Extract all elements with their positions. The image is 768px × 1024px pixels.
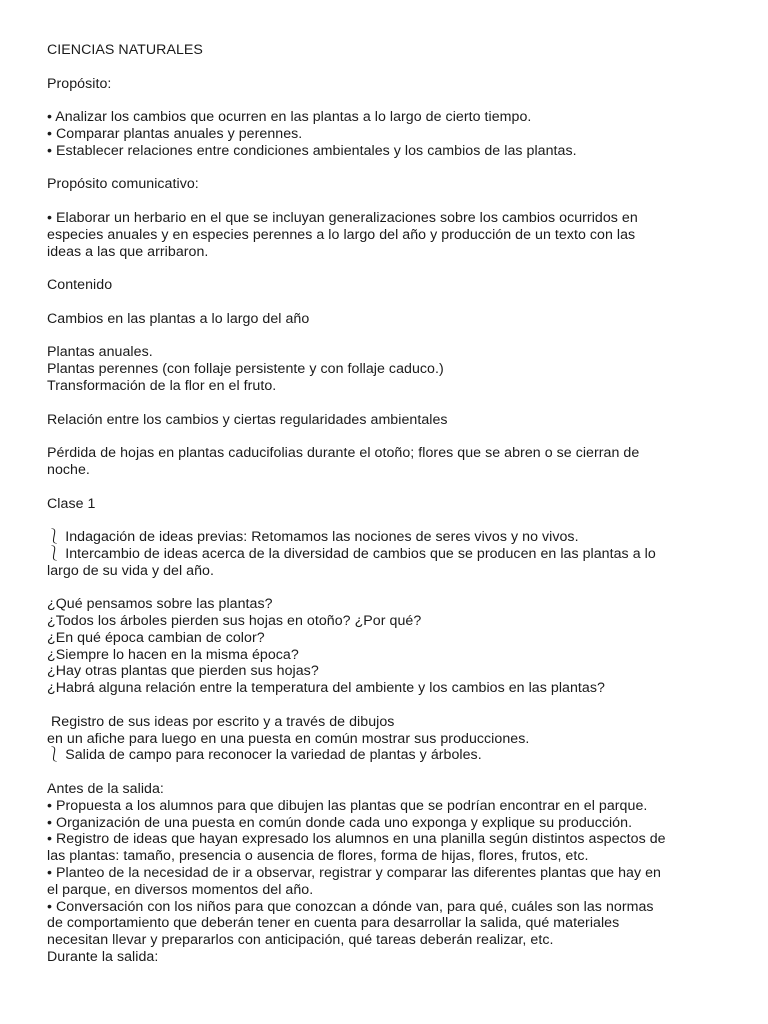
antes-line: Durante la salida:: [47, 949, 159, 966]
plantas-line: Transformación de la flor en el fruto.: [47, 377, 277, 394]
clase-heading: Clase 1: [47, 495, 96, 512]
document-page: [47, 42, 727, 966]
plantas-line: Plantas perennes (con follaje persistente y con follaje caduco.): [47, 361, 444, 378]
antes-line: las plantas: tamaño, presencia o ausencia de flores, forma de hijas, flores, frutos, etc.: [47, 848, 589, 865]
antes-line: • Registro de ideas que hayan expresado los alumnos en una planilla según distintos aspectos de: [47, 831, 666, 848]
pregunta-line: ¿Todos los árboles pierden sus hojas en otoño? ¿Por qué?: [47, 613, 422, 630]
antes-line: el parque, en diversos momentos del año.: [47, 881, 314, 898]
antes-line: • Propuesta a los alumnos para que dibujen las plantas que se podrían encontrar en el parque.: [47, 797, 648, 814]
document-title: CIENCIAS NATURALES: [47, 42, 203, 58]
proposito-comunicativo-line: • Elaborar un herbario en el que se incluyan generalizaciones sobre los cambios ocurridos en: [47, 209, 638, 226]
proposito-comunicativo-line: ideas a las que arribaron.: [47, 243, 209, 260]
perdida-line: Pérdida de hojas en plantas caducifolias durante el otoño; flores que se abren o se cierran de: [47, 445, 640, 462]
proposito-comunicativo-line: especies anuales y en especies perennes a lo largo del año y producción de un texto con las: [47, 226, 636, 243]
proposito-item: • Comparar plantas anuales y perennes.: [47, 125, 303, 142]
proposito-item: • Analizar los cambios que ocurren en las plantas a lo largo de cierto tiempo.: [47, 109, 532, 126]
proposito-heading: Propósito:: [47, 75, 112, 92]
registro-line: ⎱ Salida de campo para reconocer la variedad de plantas y árboles.: [47, 747, 482, 764]
pregunta-line: ¿En qué época cambian de color?: [47, 629, 265, 646]
cambios-heading: Cambios en las plantas a lo largo del año: [47, 310, 310, 327]
registro-line: en un afiche para luego en una puesta en común mostrar sus producciones.: [47, 730, 530, 747]
perdida-line: noche.: [47, 461, 90, 478]
pregunta-line: ¿Qué pensamos sobre las plantas?: [47, 596, 273, 613]
clase-line: largo de su vida y del año.: [47, 562, 214, 579]
registro-line: Registro de sus ideas por escrito y a través de dibujos: [47, 713, 395, 730]
clase-line: ⎱ Intercambio de ideas acerca de la diversidad de cambios que se producen en las plantas a lo: [47, 545, 656, 562]
pregunta-line: ¿Hay otras plantas que pierden sus hojas?: [47, 663, 319, 680]
antes-line: • Planteo de la necesidad de ir a observar, registrar y comparar las diferentes plantas que hay en: [47, 865, 661, 882]
clase-line: ⎱ Indagación de ideas previas: Retomamos las nociones de seres vivos y no vivos.: [47, 529, 579, 546]
pregunta-line: ¿Habrá alguna relación entre la temperatura del ambiente y los cambios en las plantas?: [47, 680, 605, 697]
antes-line: Antes de la salida:: [47, 781, 164, 798]
contenido-heading: Contenido: [47, 277, 113, 294]
antes-line: necesitan llevar y prepararlos con anticipación, qué tareas deberán realizar, etc.: [47, 932, 554, 949]
antes-line: • Organización de una puesta en común donde cada uno exponga y explique su producción.: [47, 814, 633, 831]
antes-line: de comportamiento que deberán tener en cuenta para desarrollar la salida, qué materiales: [47, 915, 620, 932]
plantas-line: Plantas anuales.: [47, 344, 153, 361]
proposito-item: • Establecer relaciones entre condiciones ambientales y los cambios de las plantas.: [47, 142, 577, 159]
pregunta-line: ¿Siempre lo hacen en la misma época?: [47, 646, 299, 663]
proposito-comunicativo-heading: Propósito comunicativo:: [47, 176, 199, 193]
relacion-heading: Relación entre los cambios y ciertas regularidades ambientales: [47, 411, 448, 428]
antes-line: • Conversación con los niños para que conozcan a dónde van, para qué, cuáles son las normas: [47, 898, 654, 915]
